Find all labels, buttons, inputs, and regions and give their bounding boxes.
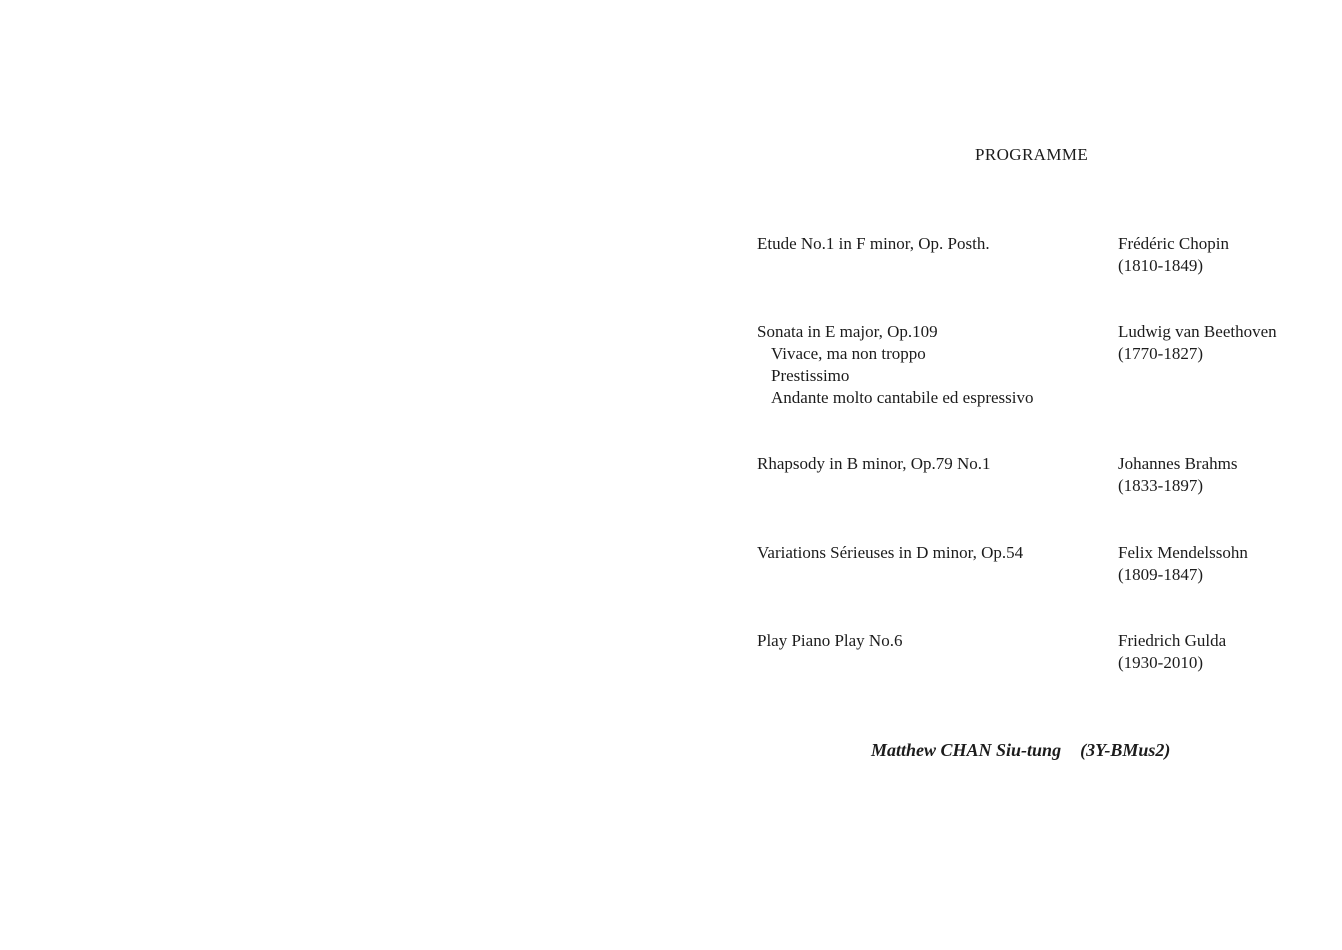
performer-class: (3Y-BMus2) bbox=[1080, 740, 1171, 760]
composer-dates: (1833-1897) bbox=[1118, 476, 1203, 495]
piece-title: Etude No.1 in F minor, Op. Posth. bbox=[757, 234, 990, 253]
programme-entry bbox=[757, 321, 1317, 409]
composer-dates: (1770-1827) bbox=[1118, 344, 1203, 363]
programme-title: PROGRAMME bbox=[975, 145, 1089, 164]
composer-dates: (1930-2010) bbox=[1118, 653, 1203, 672]
performer-line bbox=[871, 740, 1170, 761]
performer-name: Matthew CHAN Siu-tung bbox=[871, 740, 1062, 760]
programme-entry bbox=[757, 542, 1317, 586]
programme-entry bbox=[757, 233, 1317, 277]
movement-line: Prestissimo bbox=[771, 366, 850, 385]
movement-line: Vivace, ma non troppo bbox=[771, 344, 926, 363]
composer-dates: (1809-1847) bbox=[1118, 565, 1203, 584]
composer-name: Felix Mendelssohn bbox=[1118, 543, 1248, 562]
movement-line: Andante molto cantabile ed espressivo bbox=[771, 388, 1034, 407]
piece-title: Sonata in E major, Op.109 bbox=[757, 322, 938, 341]
composer-name: Ludwig van Beethoven bbox=[1118, 322, 1277, 341]
piece-title: Play Piano Play No.6 bbox=[757, 631, 903, 650]
programme-entry bbox=[757, 453, 1317, 497]
piece-title: Variations Sérieuses in D minor, Op.54 bbox=[757, 543, 1024, 562]
composer-dates: (1810-1849) bbox=[1118, 256, 1203, 275]
composer-name: Johannes Brahms bbox=[1118, 454, 1238, 473]
composer-name: Friedrich Gulda bbox=[1118, 631, 1227, 650]
composer-name: Frédéric Chopin bbox=[1118, 234, 1229, 253]
programme-entry bbox=[757, 630, 1317, 674]
piece-title: Rhapsody in B minor, Op.79 No.1 bbox=[757, 454, 991, 473]
